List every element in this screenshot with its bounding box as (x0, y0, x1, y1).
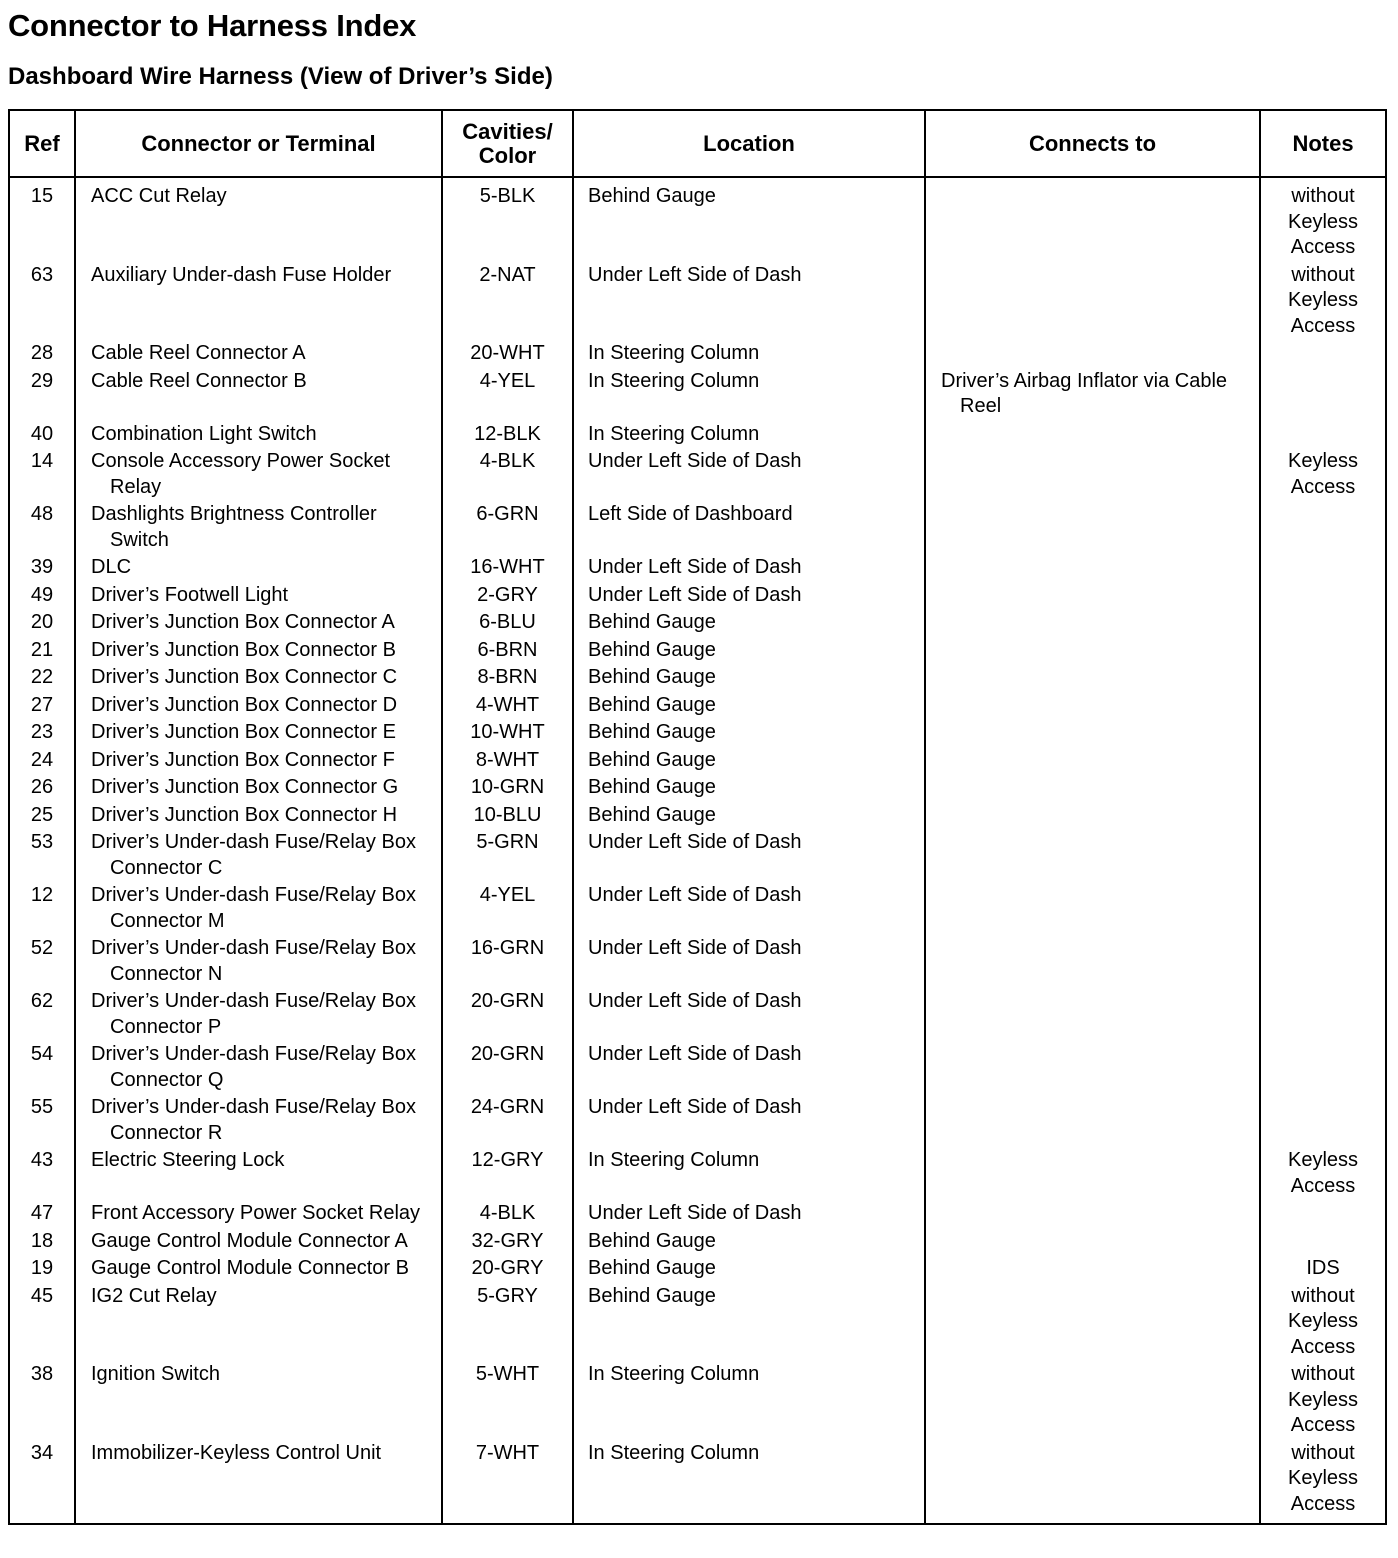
connects-to-cell (925, 693, 1260, 721)
ref-cell: 54 (9, 1042, 75, 1095)
table-row (9, 830, 1386, 883)
connects-to-cell (925, 1362, 1260, 1441)
connector-cell: Combination Light Switch (75, 422, 442, 450)
notes-cell: without Keyless Access (1260, 1441, 1386, 1525)
notes-cell: without Keyless Access (1260, 177, 1386, 263)
ref-cell: 39 (9, 555, 75, 583)
cavities-cell: 7-WHT (442, 1441, 573, 1525)
notes-cell (1260, 422, 1386, 450)
connects-to-cell (925, 720, 1260, 748)
location-cell: Under Left Side of Dash (573, 1095, 925, 1148)
connector-cell: Driver’s Under-dash Fuse/Relay Box Connector Q (75, 1042, 442, 1095)
notes-cell (1260, 883, 1386, 936)
header-cavities-line1: Cavities/ (462, 118, 553, 144)
cavities-cell: 5-GRN (442, 830, 573, 883)
cavities-cell: 4-YEL (442, 883, 573, 936)
cavities-cell: 10-GRN (442, 775, 573, 803)
connector-cell: Driver’s Under-dash Fuse/Relay Box Connector C (75, 830, 442, 883)
cavities-cell: 4-BLK (442, 1201, 573, 1229)
connects-to-cell (925, 1229, 1260, 1257)
table-row (9, 1441, 1386, 1525)
ref-cell: 21 (9, 638, 75, 666)
ref-cell: 23 (9, 720, 75, 748)
ref-cell: 26 (9, 775, 75, 803)
connector-cell: Ignition Switch (75, 1362, 442, 1441)
table-row (9, 883, 1386, 936)
location-cell: Under Left Side of Dash (573, 936, 925, 989)
cavities-cell: 10-BLU (442, 803, 573, 831)
ref-cell: 15 (9, 177, 75, 263)
connects-to-cell (925, 449, 1260, 502)
ref-cell: 55 (9, 1095, 75, 1148)
notes-cell (1260, 1201, 1386, 1229)
connector-cell: Console Accessory Power Socket Relay (75, 449, 442, 502)
table-row (9, 638, 1386, 666)
cavities-cell: 5-BLK (442, 177, 573, 263)
table-row (9, 665, 1386, 693)
connects-to-cell: Driver’s Airbag Inflator via Cable Reel (925, 369, 1260, 422)
connector-cell: DLC (75, 555, 442, 583)
location-cell: Under Left Side of Dash (573, 1201, 925, 1229)
connects-to-cell (925, 263, 1260, 342)
location-cell: In Steering Column (573, 369, 925, 422)
location-cell: In Steering Column (573, 341, 925, 369)
ref-cell: 12 (9, 883, 75, 936)
cavities-cell: 2-NAT (442, 263, 573, 342)
notes-cell (1260, 665, 1386, 693)
cavities-cell: 8-WHT (442, 748, 573, 776)
header-connects-to: Connects to (925, 110, 1260, 177)
cavities-cell: 6-GRN (442, 502, 573, 555)
connects-to-cell (925, 1284, 1260, 1363)
table-row (9, 583, 1386, 611)
table-row (9, 989, 1386, 1042)
location-cell: In Steering Column (573, 1148, 925, 1201)
header-location: Location (573, 110, 925, 177)
connects-to-cell (925, 555, 1260, 583)
connector-cell: Driver’s Footwell Light (75, 583, 442, 611)
notes-cell: without Keyless Access (1260, 263, 1386, 342)
ref-cell: 52 (9, 936, 75, 989)
connector-cell: Driver’s Junction Box Connector F (75, 748, 442, 776)
location-cell: Behind Gauge (573, 775, 925, 803)
ref-cell: 27 (9, 693, 75, 721)
connector-cell: Driver’s Under-dash Fuse/Relay Box Connector M (75, 883, 442, 936)
connects-to-cell (925, 748, 1260, 776)
connector-cell: ACC Cut Relay (75, 177, 442, 263)
cavities-cell: 10-WHT (442, 720, 573, 748)
location-cell: Under Left Side of Dash (573, 830, 925, 883)
header-cavities (442, 110, 573, 177)
connects-to-cell (925, 883, 1260, 936)
page-subtitle: Dashboard Wire Harness (View of Driver’s Side) (8, 63, 553, 90)
table-header (9, 110, 1386, 177)
connects-to-cell (925, 803, 1260, 831)
connector-cell: Driver’s Junction Box Connector B (75, 638, 442, 666)
cavities-cell: 16-WHT (442, 555, 573, 583)
connects-to-cell (925, 989, 1260, 1042)
connects-to-cell (925, 1441, 1260, 1525)
location-cell: Behind Gauge (573, 1284, 925, 1363)
table-row (9, 1362, 1386, 1441)
cavities-cell: 8-BRN (442, 665, 573, 693)
notes-cell (1260, 502, 1386, 555)
notes-cell: without Keyless Access (1260, 1284, 1386, 1363)
connects-to-cell (925, 177, 1260, 263)
cavities-cell: 20-GRN (442, 1042, 573, 1095)
header-row (9, 110, 1386, 177)
connects-to-cell (925, 830, 1260, 883)
ref-cell: 38 (9, 1362, 75, 1441)
ref-cell: 18 (9, 1229, 75, 1257)
location-cell: Behind Gauge (573, 748, 925, 776)
location-cell: Left Side of Dashboard (573, 502, 925, 555)
location-cell: Behind Gauge (573, 1229, 925, 1257)
connector-cell: Immobilizer-Keyless Control Unit (75, 1441, 442, 1525)
ref-cell: 43 (9, 1148, 75, 1201)
cavities-cell: 20-GRY (442, 1256, 573, 1284)
header-notes: Notes (1260, 110, 1386, 177)
notes-cell (1260, 748, 1386, 776)
ref-cell: 53 (9, 830, 75, 883)
cavities-cell: 6-BRN (442, 638, 573, 666)
ref-cell: 48 (9, 502, 75, 555)
table-row (9, 1095, 1386, 1148)
notes-cell (1260, 775, 1386, 803)
ref-cell: 24 (9, 748, 75, 776)
location-cell: Behind Gauge (573, 693, 925, 721)
table-row (9, 1201, 1386, 1229)
connects-to-cell (925, 1042, 1260, 1095)
ref-cell: 47 (9, 1201, 75, 1229)
header-cavities-line2: Color (478, 142, 537, 168)
connector-cell: Driver’s Junction Box Connector E (75, 720, 442, 748)
cavities-cell: 24-GRN (442, 1095, 573, 1148)
connects-to-cell (925, 583, 1260, 611)
notes-cell (1260, 936, 1386, 989)
connector-cell: Driver’s Junction Box Connector D (75, 693, 442, 721)
cavities-cell: 4-YEL (442, 369, 573, 422)
connector-cell: Driver’s Under-dash Fuse/Relay Box Connector R (75, 1095, 442, 1148)
ref-cell: 19 (9, 1256, 75, 1284)
location-cell: Behind Gauge (573, 638, 925, 666)
ref-cell: 29 (9, 369, 75, 422)
cavities-cell: 12-GRY (442, 1148, 573, 1201)
ref-cell: 62 (9, 989, 75, 1042)
ref-cell: 49 (9, 583, 75, 611)
connector-cell: Front Accessory Power Socket Relay (75, 1201, 442, 1229)
ref-cell: 63 (9, 263, 75, 342)
ref-cell: 25 (9, 803, 75, 831)
page-title: Connector to Harness Index (8, 8, 417, 43)
header-ref: Ref (9, 110, 75, 177)
table-row (9, 803, 1386, 831)
notes-cell: without Keyless Access (1260, 1362, 1386, 1441)
notes-cell: Keyless Access (1260, 1148, 1386, 1201)
notes-cell (1260, 989, 1386, 1042)
ref-cell: 40 (9, 422, 75, 450)
table-row (9, 693, 1386, 721)
connector-cell: Dashlights Brightness Controller Switch (75, 502, 442, 555)
connects-to-cell (925, 1148, 1260, 1201)
table-row (9, 263, 1386, 342)
location-cell: Under Left Side of Dash (573, 883, 925, 936)
connector-cell: Cable Reel Connector A (75, 341, 442, 369)
location-cell: Under Left Side of Dash (573, 989, 925, 1042)
cavities-cell: 32-GRY (442, 1229, 573, 1257)
connector-index-table (8, 109, 1387, 1525)
ref-cell: 34 (9, 1441, 75, 1525)
cavities-cell: 16-GRN (442, 936, 573, 989)
notes-cell (1260, 803, 1386, 831)
table-row (9, 610, 1386, 638)
connects-to-cell (925, 936, 1260, 989)
notes-cell (1260, 1042, 1386, 1095)
notes-cell (1260, 610, 1386, 638)
notes-cell (1260, 830, 1386, 883)
notes-cell: Keyless Access (1260, 449, 1386, 502)
notes-cell (1260, 583, 1386, 611)
location-cell: Behind Gauge (573, 720, 925, 748)
notes-cell (1260, 341, 1386, 369)
connects-to-cell (925, 775, 1260, 803)
table-row (9, 1284, 1386, 1363)
notes-cell (1260, 555, 1386, 583)
table-row (9, 1148, 1386, 1201)
table-row (9, 1042, 1386, 1095)
connector-cell: Driver’s Junction Box Connector G (75, 775, 442, 803)
cavities-cell: 12-BLK (442, 422, 573, 450)
location-cell: Under Left Side of Dash (573, 583, 925, 611)
table-row (9, 422, 1386, 450)
connector-cell: Driver’s Under-dash Fuse/Relay Box Connector P (75, 989, 442, 1042)
notes-cell (1260, 1095, 1386, 1148)
ref-cell: 45 (9, 1284, 75, 1363)
cavities-cell: 5-WHT (442, 1362, 573, 1441)
table-row (9, 177, 1386, 263)
location-cell: Under Left Side of Dash (573, 1042, 925, 1095)
table-row (9, 775, 1386, 803)
notes-cell (1260, 693, 1386, 721)
ref-cell: 14 (9, 449, 75, 502)
location-cell: In Steering Column (573, 1441, 925, 1525)
connector-cell: Driver’s Junction Box Connector C (75, 665, 442, 693)
cavities-cell: 20-WHT (442, 341, 573, 369)
location-cell: Under Left Side of Dash (573, 263, 925, 342)
header-connector: Connector or Terminal (75, 110, 442, 177)
ref-cell: 20 (9, 610, 75, 638)
notes-cell (1260, 638, 1386, 666)
connects-to-cell (925, 341, 1260, 369)
connects-to-cell (925, 422, 1260, 450)
table-row (9, 1256, 1386, 1284)
location-cell: Behind Gauge (573, 1256, 925, 1284)
cavities-cell: 2-GRY (442, 583, 573, 611)
ref-cell: 28 (9, 341, 75, 369)
connector-cell: Driver’s Junction Box Connector H (75, 803, 442, 831)
table-row (9, 341, 1386, 369)
table-row (9, 936, 1386, 989)
location-cell: Behind Gauge (573, 177, 925, 263)
connector-cell: Gauge Control Module Connector A (75, 1229, 442, 1257)
connects-to-cell (925, 610, 1260, 638)
table-row (9, 720, 1386, 748)
notes-cell (1260, 369, 1386, 422)
connector-cell: IG2 Cut Relay (75, 1284, 442, 1363)
cavities-cell: 5-GRY (442, 1284, 573, 1363)
cavities-cell: 4-WHT (442, 693, 573, 721)
connects-to-cell (925, 638, 1260, 666)
table-row (9, 502, 1386, 555)
connects-to-cell (925, 1256, 1260, 1284)
connector-cell: Driver’s Under-dash Fuse/Relay Box Connector N (75, 936, 442, 989)
notes-cell (1260, 720, 1386, 748)
connects-to-cell (925, 1095, 1260, 1148)
notes-cell (1260, 1229, 1386, 1257)
location-cell: Behind Gauge (573, 665, 925, 693)
cavities-cell: 20-GRN (442, 989, 573, 1042)
location-cell: In Steering Column (573, 1362, 925, 1441)
location-cell: Under Left Side of Dash (573, 555, 925, 583)
location-cell: Behind Gauge (573, 610, 925, 638)
connects-to-cell (925, 1201, 1260, 1229)
connector-cell: Driver’s Junction Box Connector A (75, 610, 442, 638)
cavities-cell: 4-BLK (442, 449, 573, 502)
table-row (9, 449, 1386, 502)
table-body (9, 177, 1386, 1524)
cavities-cell: 6-BLU (442, 610, 573, 638)
table-row (9, 369, 1386, 422)
connects-to-cell (925, 665, 1260, 693)
connects-to-cell (925, 502, 1260, 555)
connector-cell: Gauge Control Module Connector B (75, 1256, 442, 1284)
connector-cell: Auxiliary Under-dash Fuse Holder (75, 263, 442, 342)
notes-cell: IDS (1260, 1256, 1386, 1284)
table-row (9, 1229, 1386, 1257)
table-row (9, 748, 1386, 776)
ref-cell: 22 (9, 665, 75, 693)
location-cell: In Steering Column (573, 422, 925, 450)
table-row (9, 555, 1386, 583)
connector-cell: Electric Steering Lock (75, 1148, 442, 1201)
location-cell: Behind Gauge (573, 803, 925, 831)
location-cell: Under Left Side of Dash (573, 449, 925, 502)
connector-cell: Cable Reel Connector B (75, 369, 442, 422)
